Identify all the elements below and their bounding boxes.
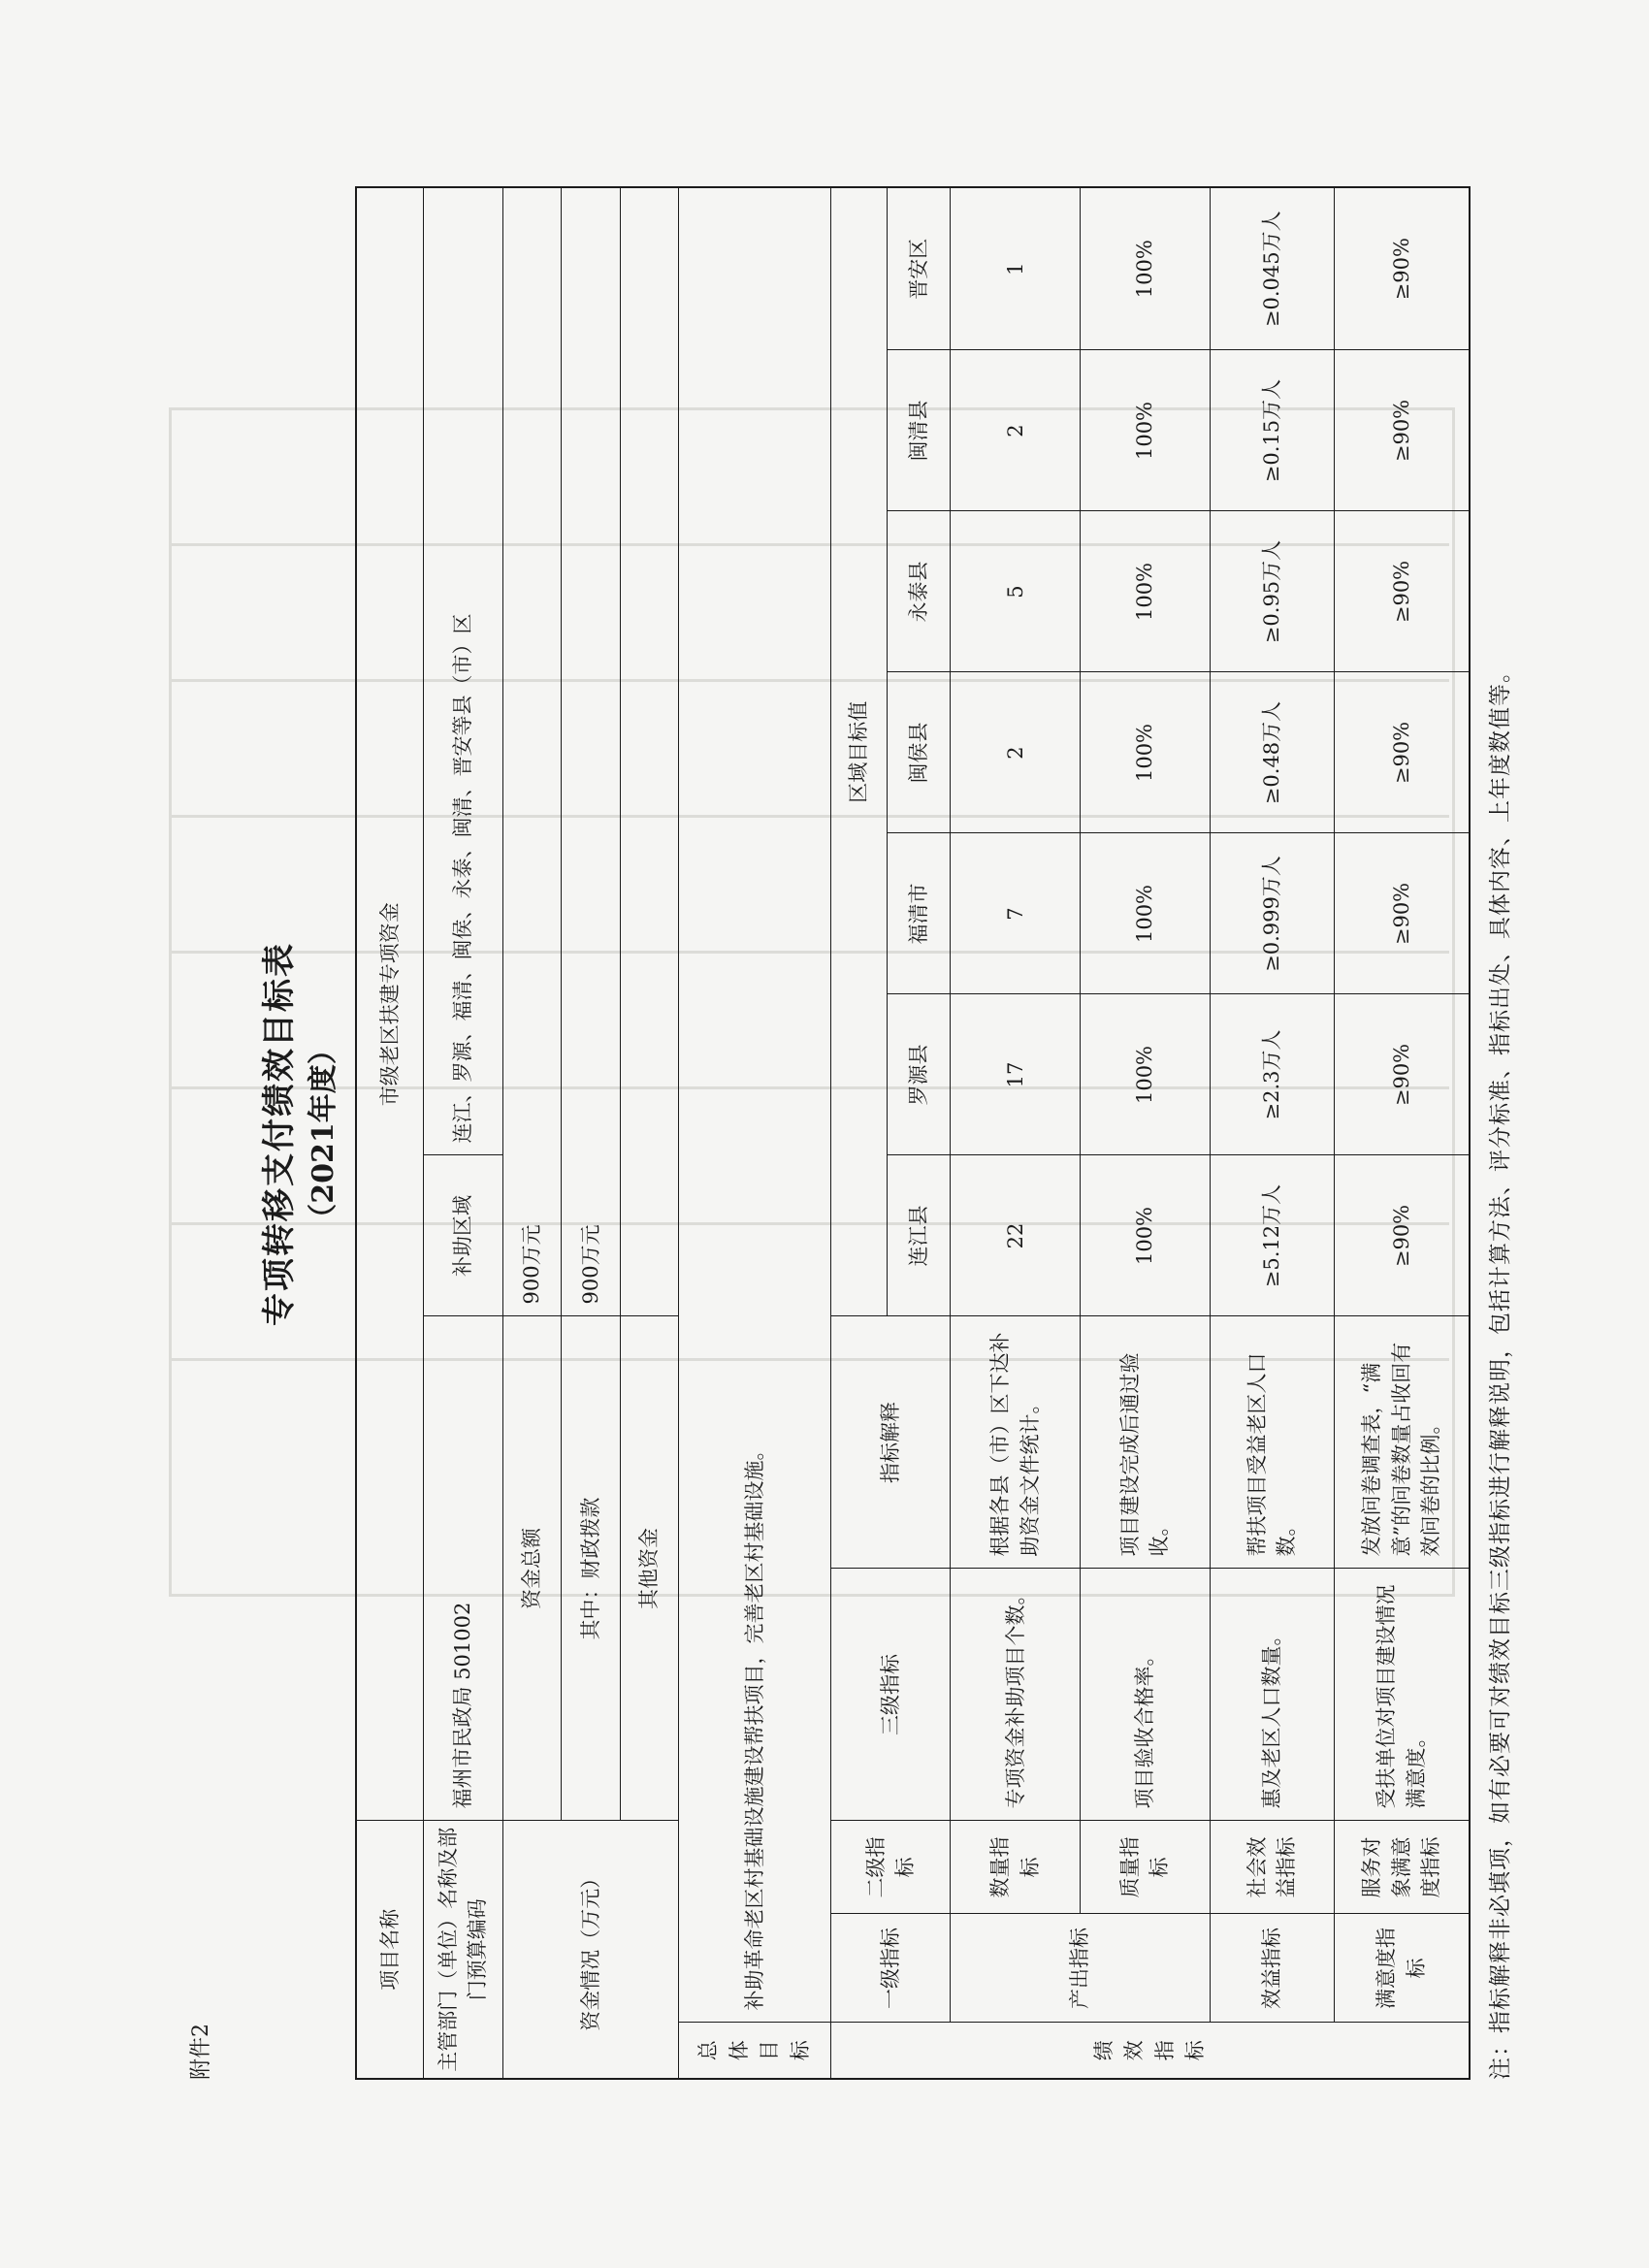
regional-target-header: 区域目标值 <box>831 187 888 1316</box>
department-value: 福州市民政局 501002 <box>424 1316 502 1821</box>
table-row <box>562 187 620 2079</box>
target-cell: ≥2.3万人 <box>1210 994 1334 1155</box>
level3-cell: 专项资金补助项目个数。 <box>951 1569 1081 1821</box>
subsidy-area-label: 补助区域 <box>424 1155 502 1316</box>
target-cell: 100% <box>1081 350 1211 511</box>
target-cell: ≥90% <box>1334 350 1470 511</box>
table-row <box>1334 187 1470 2079</box>
target-cell: 100% <box>1081 833 1211 994</box>
table-row <box>951 187 1081 2079</box>
level2-cell: 社会效益指标 <box>1210 1821 1334 1914</box>
target-cell: ≥0.045万人 <box>1210 187 1334 350</box>
level2-cell: 服务对象满意度指标 <box>1334 1821 1470 1914</box>
level1-header: 一级指标 <box>831 1914 951 2023</box>
level3-header: 三级指标 <box>831 1569 951 1821</box>
project-name-label: 项目名称 <box>356 1821 424 2079</box>
fund-status-label: 资金情况（万元） <box>502 1821 678 2079</box>
target-cell: 100% <box>1081 187 1211 350</box>
benefit-indicator-label: 效益指标 <box>1210 1914 1334 2023</box>
overall-goal-value: 补助革命老区村基础设施建设帮扶项目，完善老区村基础设施。 <box>679 187 831 2023</box>
fund-total-value: 900万元 <box>502 187 561 1316</box>
target-cell: 100% <box>1081 672 1211 833</box>
target-cell: 22 <box>951 1155 1081 1316</box>
target-cell: 2 <box>951 350 1081 511</box>
target-cell: 100% <box>1081 1155 1211 1316</box>
subsidy-area-value: 连江、罗源、福清、闽侯、永泰、闽清、晋安等县（市）区 <box>424 187 502 1155</box>
target-cell: 17 <box>951 994 1081 1155</box>
target-cell: 100% <box>1081 994 1211 1155</box>
page-subtitle: （2021年度） <box>307 1035 340 1233</box>
target-cell: 1 <box>951 187 1081 350</box>
region-header: 永泰县 <box>888 511 951 672</box>
target-cell: 5 <box>951 511 1081 672</box>
target-cell: ≥90% <box>1334 672 1470 833</box>
target-cell: 2 <box>951 672 1081 833</box>
table-row <box>424 187 502 2079</box>
explanation-cell: 帮扶项目受益老区人口数。 <box>1210 1316 1334 1569</box>
target-cell: ≥0.999万人 <box>1210 833 1334 994</box>
region-header: 连江县 <box>888 1155 951 1316</box>
target-cell: ≥90% <box>1334 994 1470 1155</box>
page-title: 专项转移支付绩效目标表 <box>260 942 299 1326</box>
region-header: 晋安区 <box>888 187 951 350</box>
target-cell: ≥90% <box>1334 511 1470 672</box>
table-row <box>356 187 424 2079</box>
region-header: 罗源县 <box>888 994 951 1155</box>
table-row <box>1210 187 1334 2079</box>
target-cell: 7 <box>951 833 1081 994</box>
table-row <box>502 187 561 2079</box>
footnote: 注：指标解释非必填项，如有必要可对绩效目标三级指标进行解释说明，包括计算方法、评分标准、指标出处、具体内容、上年度数值等。 <box>1488 660 1513 2080</box>
fiscal-allocation-value: 900万元 <box>562 187 620 1316</box>
level2-cell: 质量指标 <box>1081 1821 1211 1914</box>
level2-cell: 数量指标 <box>951 1821 1081 1914</box>
target-cell: ≥0.15万人 <box>1210 350 1334 511</box>
target-cell: ≥90% <box>1334 833 1470 994</box>
satisfaction-indicator-label: 满意度指标 <box>1334 1914 1470 2023</box>
other-funds-label: 其他资金 <box>620 1316 678 1821</box>
target-cell: ≥90% <box>1334 1155 1470 1316</box>
table-row <box>620 187 678 2079</box>
table-row <box>831 187 888 2079</box>
explanation-header: 指标解释 <box>831 1316 951 1569</box>
performance-target-table <box>355 186 1471 2080</box>
other-funds-value <box>620 187 678 1316</box>
explanation-cell: 发放问卷调查表，“满意”的问卷数量占收回有效问卷的比例。 <box>1334 1316 1470 1569</box>
target-cell: 100% <box>1081 511 1211 672</box>
table-row <box>1081 187 1211 2079</box>
table-row <box>679 187 831 2079</box>
overall-goal-label: 总体目标 <box>679 2023 831 2079</box>
performance-target-sheet <box>184 188 1533 2080</box>
attachment-label: 附件2 <box>189 2024 213 2080</box>
target-cell: ≥0.48万人 <box>1210 672 1334 833</box>
level3-cell: 项目验收合格率。 <box>1081 1569 1211 1821</box>
level3-cell: 惠及老区人口数量。 <box>1210 1569 1334 1821</box>
target-cell: ≥90% <box>1334 187 1470 350</box>
fund-total-label: 资金总额 <box>502 1316 561 1821</box>
region-header: 闽侯县 <box>888 672 951 833</box>
region-header: 闽清县 <box>888 350 951 511</box>
target-cell: ≥0.95万人 <box>1210 511 1334 672</box>
region-header: 福清市 <box>888 833 951 994</box>
explanation-cell: 项目建设完成后通过验收。 <box>1081 1316 1211 1569</box>
department-label: 主管部门（单位）名称及部门预算编码 <box>424 1821 502 2079</box>
level2-header: 二级指标 <box>831 1821 951 1914</box>
explanation-cell: 根据各县（市）区下达补助资金文件统计。 <box>951 1316 1081 1569</box>
level3-cell: 受扶单位对项目建设情况满意度。 <box>1334 1569 1470 1821</box>
project-name-value: 市级老区扶建专项资金 <box>356 187 424 1821</box>
output-indicator-label: 产出指标 <box>951 1914 1211 2023</box>
fiscal-allocation-label: 其中：财政拨款 <box>562 1316 620 1821</box>
target-cell: ≥5.12万人 <box>1210 1155 1334 1316</box>
performance-indicators-label: 绩效指标 <box>831 2023 1470 2079</box>
